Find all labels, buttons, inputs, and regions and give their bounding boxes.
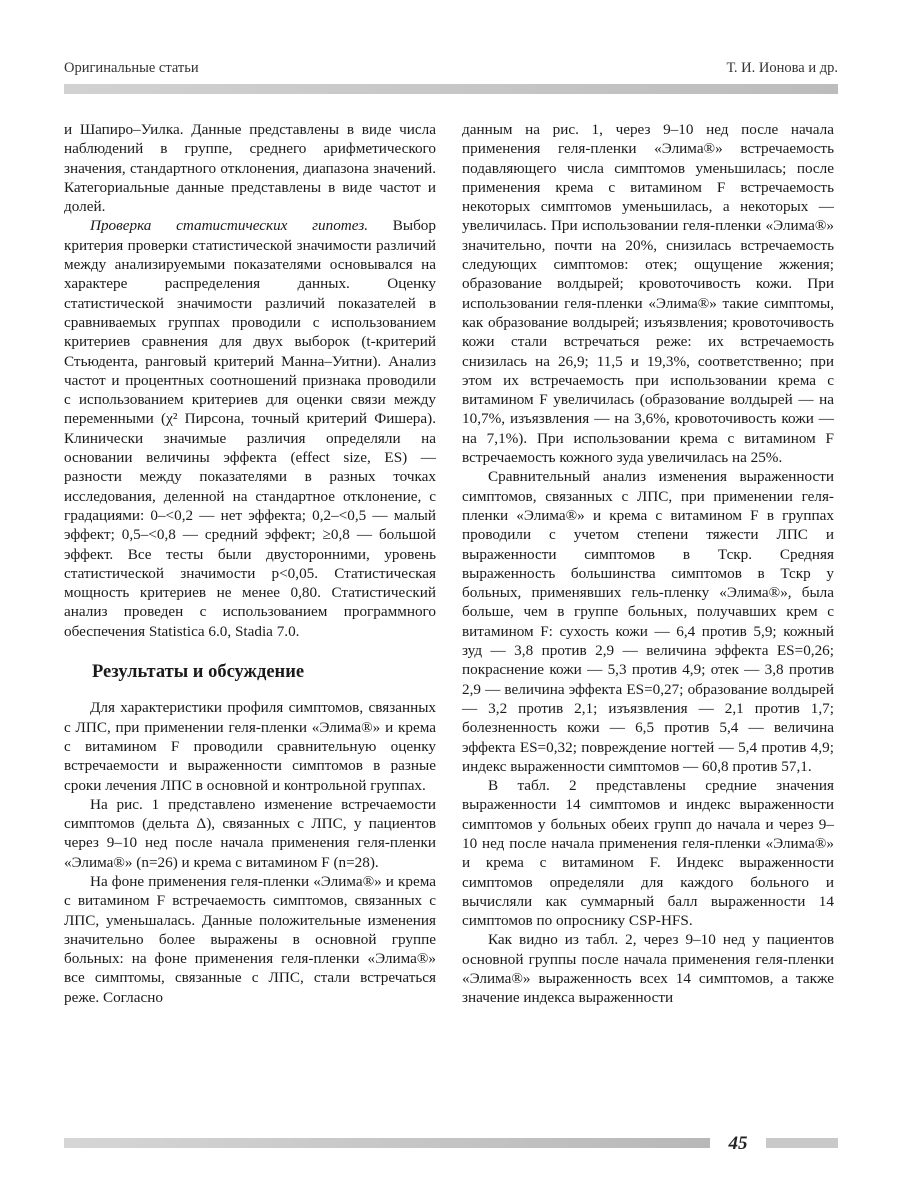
paragraph-severity-comparison: Сравнительный анализ изменения выраженности симптомов, связанных с ЛПС, при применении геля-пленки «Элима®» и крема с витамином F в группах проводили с учетом степени тяжести ЛПС и выраженности симптомов в Тскр. Средняя выраженность большинства симптомов в Тскр у больных, применявших гель-пленку «Элима®», была больше, чем в группе больных, получавших крем с витамином F: сухость кожи — 6,4 против 5,9; кожный зуд — 3,8 против 2,9 — величина эффекта ES=0,26; покраснение кожи — 5,3 против 4,9; отек — 3,8 против 2,9 — величина эффекта ES=0,27; образование волдырей — 3,2 против 2,1; изъязвления — 2,1 против 1,7; болезненность кожи — 6,5 против 5,4 — величина эффекта ES=0,32; повреждение ногтей — 5,4 против 4,9; индекс выраженности симптомов — 60,8 против 57,1. [462,468,834,775]
paragraph-table-reference: В табл. 2 представлены средние значения выраженности 14 симптомов и индекс выраженности симптомов у больных обеих групп до начала и через 9–10 нед после начала применения геля-пленки «Элима®» и крема с витамином F. Индекс выраженности симптомов определяли для каждого больного и вычисляли как суммарный балл выраженности 14 симптомов по опроснику CSP-HFS. [462,777,834,930]
paragraph-lead-italic: Проверка статистических гипотез. [90,217,369,235]
page-number: 45 [728,1133,748,1154]
footer-rule-right [766,1138,838,1148]
running-head-authors: Т. И. Ионова и др. [726,60,838,76]
header-rule [64,84,838,94]
right-column [462,120,834,1008]
paragraph-figure-findings: данным на рис. 1, через 9–10 нед после начала применения геля-пленки «Элима®» встречаемость подавляющего числа симптомов уменьшилась; после применения крема с витамином F встречаемость некоторых симптомов уменьшилась, а некоторых — увеличилась. При использовании геля-пленки «Элима®» значительно, почти на 20%, снизилась встречаемость следующих симптомов: отек; ощущение жжения; образование волдырей; кровоточивость кожи. При использовании геля-пленки «Элима®» такие симптомы, как образование волдырей; изъязвления; кровоточивость кожи стали встречаться реже: их встречаемость снизилась на 26,9; 11,5 и 19,3%, соответственно; при этом их встречаемость при использовании крема с витамином F увеличилась (образование волдырей — на 10,7%, изъязвления — на 3,6%, кровоточивость кожи — на 7,1%). При использовании крема с витамином F встречаемость кожного зуда увеличилась на 25%. [462,121,834,467]
left-column [64,120,436,1007]
paragraph-results-intro: Для характеристики профиля симптомов, связанных с ЛПС, при применении геля-пленки «Элима®» и крема с витамином F проводили сравнительную оценку встречаемости и выраженности симптомов в разные сроки лечения ЛПС в основной и контрольной группах. [64,699,436,794]
paragraph-hypothesis-testing [64,216,436,641]
paragraph-table-findings: Как видно из табл. 2, через 9–10 нед у пациентов основной группы после начала применения геля-пленки «Элима®» выраженность всех 14 симптомов, а также значение индекса выраженности [462,931,834,1007]
paragraph-figure-reference: На рис. 1 представлено изменение встречаемости симптомов (дельта Δ), связанных с ЛПС, у пациентов через 9–10 нед после начала применения геля-пленки «Элима®» (n=26) и крема с витамином F (n=28). [64,795,436,871]
running-head-section: Оригинальные статьи [64,60,199,76]
paragraph-hypothesis-body: Выбор критерия проверки статистической значимости различий между анализируемыми показателями основывался на характере распределения данных. Оценку статистической значимости различий показателей в сравниваемых группах проводили с использованием критериев сравнения для двух выборок (t-критерий Стьюдента, ранговый критерий Манна–Уитни). Анализ частот и процентных соотношений признака проводили с использованием критериев для оценки связи между переменными (χ² Пирсона, точный критерий Фишера). Клинически значимые различия определяли на основании величины эффекта (effect size, ES) — разности между показателями в разных точках исследования, деленной на стандартное отклонение, с градациями: 0–<0,2 — нет эффекта; 0,2–<0,5 — малый эффект; 0,5–<0,8 — средний эффект; ≥0,8 — большой эффект. Все тесты были двусторонними, уровень статистической значимости p<0,05. Статистическая мощность критериев не менее 0,80. Статистический анализ проведен с использованием программного обеспечения Statistica 6.0, Stadia 7.0. [64,217,436,640]
paragraph-occurrence-decrease: На фоне применения геля-пленки «Элима®» и крема с витамином F встречаемость симптомов, связанных с ЛПС, уменьшалась. Данные положительные изменения значительно более выражены в основной группе больных: на фоне применения геля-пленки «Элима®» все симптомы, связанные с ЛПС, стали встречаться реже. Согласно [64,872,436,1006]
footer-rule-left [64,1138,710,1148]
running-head [64,58,838,80]
section-heading-results: Результаты и обсуждение [92,662,305,683]
paragraph-methods-descriptive: и Шапиро–Уилка. Данные представлены в виде числа наблюдений в группе, среднего арифметического значения, стандартного отклонения, диапазона значений. Категориальные данные представлены в виде частот и долей. [64,121,436,216]
